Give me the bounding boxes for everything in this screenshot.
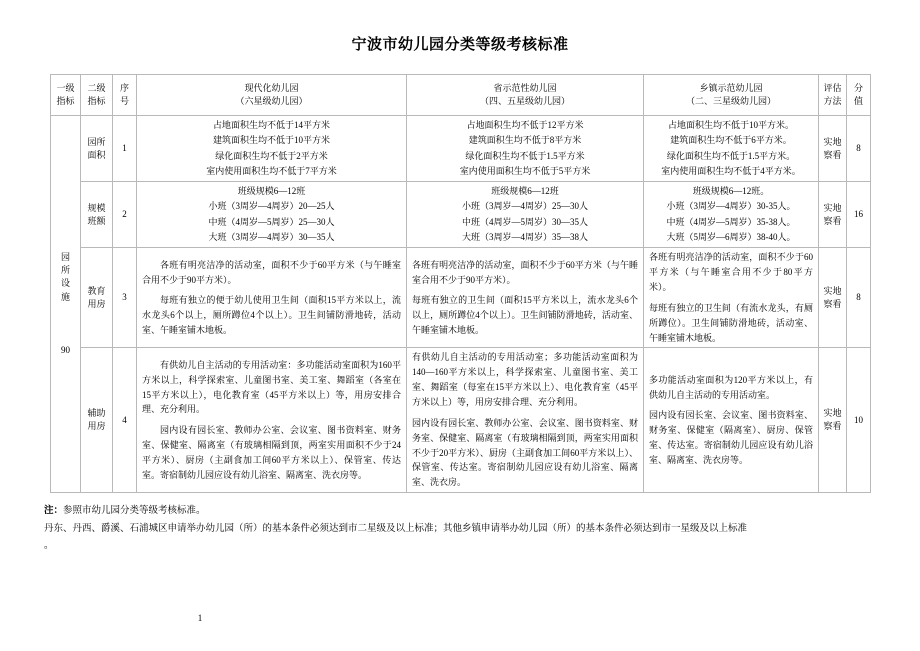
provincial-lines	[410, 118, 640, 179]
cell-evaluation-method	[819, 182, 847, 248]
cell-township	[644, 182, 819, 248]
header-township-line2: （二、三星级幼儿园）	[685, 96, 776, 106]
cell-points: 8	[847, 116, 871, 182]
method-line2: 察看	[823, 149, 842, 160]
header-method-line2: 方法	[823, 96, 842, 106]
line: 班级规模6—12班	[491, 186, 559, 197]
cell-provincial	[407, 182, 644, 248]
row-sequence: 3	[113, 248, 137, 348]
line: 绿化面积生均不低于1.5平方米。	[666, 150, 796, 161]
cell-points: 8	[847, 248, 871, 348]
line: 中班（4周岁—5周岁）30—35人	[461, 216, 588, 227]
line: 占地面积生均不低于10平方米。	[667, 120, 794, 130]
header-level1-line1: 一级	[56, 82, 75, 93]
sub-indicator-line1: 规模	[87, 202, 106, 213]
township-lines	[647, 184, 815, 245]
sub-indicator-area	[81, 116, 113, 182]
line: 小班（3周岁—4周岁）20—25人	[208, 201, 335, 212]
table-row	[51, 116, 871, 182]
paragraph: 有供幼儿自主活动的专用活动室：多功能活动室面积为160平方米以上，科学探索室、儿童图书室、美工室、舞蹈室（各室在15平方米以上），电化教育室（45平方米以上）等，用房安排合理、充分利用。	[142, 359, 401, 415]
header-level2-indicator	[81, 75, 113, 116]
header-evaluation-method	[819, 75, 847, 116]
line: 大班（3周岁—4周岁）35—38人	[461, 232, 588, 243]
modern-lines	[140, 184, 403, 245]
paragraph: 园内设有园长室、会议室、图书资料室、财务室、保健室（隔离室）、厨房、保管室、传达室。寄宿制幼儿园应设有幼儿浴室、隔离室、洗衣房等。	[649, 410, 813, 465]
line: 班级规模6—12班	[237, 186, 306, 197]
paragraph: 各班有明亮洁净的活动室，面积不少于60平方米（与午睡室合用不少于80平方米）。	[649, 252, 813, 293]
cell-modern	[137, 182, 407, 248]
header-method-line1: 评估	[823, 82, 842, 93]
header-seq-line1: 序	[119, 82, 129, 93]
header-modern-line2: （六星级幼儿园）	[235, 96, 308, 106]
cell-township	[644, 248, 819, 348]
line: 建筑面积生均不低于8平方米	[468, 135, 582, 146]
header-township-kindergarten	[644, 75, 819, 116]
note-label: 注：	[44, 505, 64, 517]
method-line1: 实地	[823, 136, 842, 147]
line: 小班（3周岁—4周岁）30-35人。	[666, 201, 796, 212]
cell-modern	[137, 248, 407, 348]
header-provincial-line1: 省示范性幼儿园	[493, 82, 557, 93]
cell-modern	[137, 116, 407, 182]
table-row	[51, 182, 871, 248]
category-name-char: 设	[60, 278, 70, 289]
line: 大班（3周岁—4周岁）30—35人	[208, 232, 335, 243]
row-sequence: 2	[113, 182, 137, 248]
line: 建筑面积生均不低于6平方米。	[670, 135, 792, 146]
note-line-2: 丹东、丹西、爵溪、石浦城区申请举办幼儿园（所）的基本条件必须达到市二星级及以上标准；其他乡镇申请举办幼儿园（所）的基本条件必须达到市一星级及以上标准	[44, 523, 748, 534]
sub-indicator-class-size	[81, 182, 113, 248]
paragraph: 多功能活动室面积为120平方米以上，有供幼儿自主活动的专用活动室。	[649, 374, 813, 400]
table-header-row	[51, 75, 871, 116]
line: 中班（4周岁—5周岁）25—30人	[208, 216, 335, 227]
header-level1-indicator	[51, 75, 81, 116]
line: 建筑面积生均不低于10平方米	[212, 135, 330, 146]
cell-provincial	[407, 248, 644, 348]
category-score: 90	[61, 344, 70, 355]
cell-evaluation-method	[819, 248, 847, 348]
header-level2-line1: 二级	[87, 82, 106, 93]
sub-indicator-line2: 面积	[87, 149, 106, 160]
header-township-line1: 乡镇示范幼儿园	[699, 82, 763, 93]
paragraph: 每班有独立的卫生间（有流水龙头，有厕所蹲位）。卫生间铺防滑地砖，活动室、午睡室铺木地板。	[649, 302, 813, 343]
paragraph: 各班有明亮洁净的活动室，面积不少于60平方米（与午睡室合用不少于90平方米）。	[412, 259, 638, 285]
cell-township	[644, 116, 819, 182]
township-lines	[647, 118, 815, 179]
cell-provincial	[407, 348, 644, 493]
sub-indicator-line2: 用房	[87, 421, 106, 432]
method-line1: 实地	[823, 408, 842, 419]
paragraph: 园内设有园长室、教师办公室、会议室、图书资料室、财务室、保健室、隔离室（有玻璃相隔到顶，两室实用面积不少于20平方米）、厨房（主副食加工间60平方米以上）、保管室、传达室。寄宿制幼儿园应设有幼儿浴室、隔离室、洗衣房。	[412, 417, 638, 488]
header-provincial-line2: （四、五星级幼儿园）	[479, 96, 570, 106]
header-modern-kindergarten	[137, 75, 407, 116]
line: 小班（3周岁—4周岁）25—30人	[461, 201, 588, 212]
cell-points: 16	[847, 182, 871, 248]
method-line1: 实地	[823, 285, 842, 296]
sub-indicator-line2: 用房	[87, 298, 106, 309]
line: 绿化面积生均不低于2平方米	[215, 150, 328, 161]
line: 中班（4周岁—5周岁）35-38人。	[666, 216, 796, 227]
category-name-char: 园	[60, 252, 70, 263]
provincial-lines	[410, 184, 640, 245]
page-title: 宁波市幼儿园分类等级考核标准	[351, 36, 569, 53]
method-line1: 实地	[823, 202, 842, 213]
paragraph: 每班有独立的卫生间（面积15平方米以上，流水龙头6个以上，厕所蹲位4个以上）。卫生间铺防滑地砖，活动室、午睡室铺木地板。	[412, 295, 638, 336]
note-text-1: 参照市幼儿园分类等级考核标准。	[63, 506, 206, 517]
header-points: 分值	[847, 75, 871, 116]
sub-indicator-line1: 园所	[87, 136, 106, 147]
header-sequence-number	[113, 75, 137, 116]
cell-modern	[137, 348, 407, 493]
method-line2: 察看	[823, 215, 842, 226]
paragraph: 每班有独立的便于幼儿使用卫生间（面积15平方米以上，流水龙头6个以上，厕所蹲位4个以上）。卫生间铺防滑地砖，活动室、午睡室铺木地板。	[142, 295, 401, 336]
line: 占地面积生均不低于14平方米	[212, 120, 330, 130]
sub-indicator-auxiliary-rooms	[81, 348, 113, 493]
sub-indicator-line1: 辅助	[87, 408, 106, 419]
header-provincial-kindergarten	[407, 75, 644, 116]
category-name-char: 施	[60, 291, 70, 302]
footnote	[44, 502, 920, 556]
table-row	[51, 248, 871, 348]
line: 室内使用面积生均不低于7平方米	[206, 165, 337, 176]
sub-indicator-line1: 教育	[87, 285, 106, 296]
category-name-char: 所	[60, 265, 70, 276]
paragraph: 有供幼儿自主活动的专用活动室；多功能活动室面积为140—160平方米以上，科学探索室、儿童图书室、美工室、舞蹈室（每室在15平方米以上）、电化教育室（45平方米以上）等，用房安排合理、充分利用。	[412, 352, 638, 407]
paragraph: 园内设有园长室、教师办公室、会议室、图书资料室、财务室、保健室、隔离室（有玻璃相隔到顶，两室实用面积不少于24平方米）、厨房（主副食加工间60平方米以上）、保管室、传达室。寄宿制幼儿园应设有幼儿浴室、隔离室、洗衣房等。	[142, 425, 401, 480]
cell-provincial	[407, 116, 644, 182]
sub-indicator-line2: 班额	[87, 215, 106, 226]
category-name	[54, 251, 77, 303]
header-modern-line1: 现代化幼儿园	[244, 82, 299, 93]
method-line2: 察看	[823, 298, 842, 309]
row-sequence: 4	[113, 348, 137, 493]
cell-points: 10	[847, 348, 871, 493]
line: 室内使用面积生均不低于4平方米。	[661, 165, 801, 176]
line: 班级规模6—12班。	[692, 186, 770, 197]
standards-table	[50, 74, 871, 493]
table-row	[51, 348, 871, 493]
line: 大班（5周岁—6周岁）38-40人。	[666, 232, 796, 243]
line: 占地面积生均不低于12平方米	[466, 120, 584, 130]
standards-table-wrapper	[50, 74, 870, 493]
cell-evaluation-method	[819, 348, 847, 493]
sub-indicator-education-rooms	[81, 248, 113, 348]
method-line2: 察看	[823, 421, 842, 432]
header-level1-line2: 指标	[56, 96, 75, 106]
line: 室内使用面积生均不低于5平方米	[459, 165, 591, 176]
category-cell-facilities	[51, 116, 81, 493]
page-number: 1	[197, 613, 203, 623]
line: 绿化面积生均不低于1.5平方米	[465, 150, 585, 161]
cell-township	[644, 348, 819, 493]
header-seq-line2: 号	[119, 96, 129, 106]
note-line-1	[44, 502, 920, 521]
header-level2-line2: 指标	[87, 96, 106, 106]
cell-evaluation-method	[819, 116, 847, 182]
paragraph: 各班有明亮洁净的活动室，面积不少于60平方米（与午睡室合用不少于90平方米）。	[142, 259, 401, 285]
modern-lines	[140, 118, 403, 179]
note-line-3: 。	[44, 541, 54, 552]
row-sequence: 1	[113, 116, 137, 182]
